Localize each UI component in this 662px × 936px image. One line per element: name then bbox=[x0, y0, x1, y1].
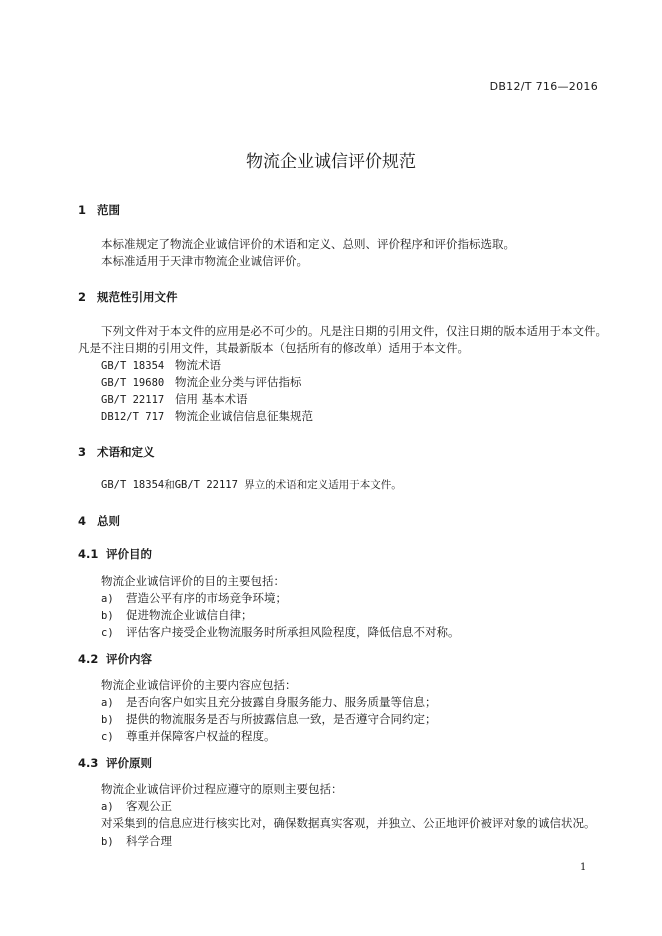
section-3-heading bbox=[78, 444, 155, 460]
document-code: DB12/T 716—2016 bbox=[489, 80, 598, 93]
subsection-number: 4.2 bbox=[78, 652, 99, 666]
section-number: 3 bbox=[78, 445, 87, 459]
section-title: 术语和定义 bbox=[97, 445, 155, 459]
reference-name: 物流术语 bbox=[175, 358, 221, 372]
section-title: 范围 bbox=[97, 203, 120, 217]
paragraph: 对采集到的信息应进行核实比对，确保数据真实客观，并独立、公正地评价被评对象的诚信状况。 bbox=[101, 816, 596, 830]
section-title: 规范性引用文件 bbox=[97, 290, 178, 304]
page-number: 1 bbox=[580, 862, 587, 873]
subsection-title: 评价目的 bbox=[106, 547, 152, 561]
paragraph: 本标准适用于天津市物流企业诚信评价。 bbox=[101, 254, 308, 268]
section-4-heading bbox=[78, 513, 120, 529]
reference-name: 信用 基本术语 bbox=[175, 392, 248, 406]
paragraph: 下列文件对于本文件的应用是必不可少的。凡是注日期的引用文件，仅注日期的版本适用于本文件。 bbox=[101, 324, 607, 338]
reference-name: 物流企业诚信信息征集规范 bbox=[175, 409, 313, 423]
list-item: b) 促进物流企业诚信自律； bbox=[101, 608, 253, 622]
reference-item bbox=[101, 391, 248, 407]
section-title: 总则 bbox=[97, 514, 120, 528]
section-number: 2 bbox=[78, 290, 87, 304]
paragraph: 本标准规定了物流企业诚信评价的术语和定义、总则、评价程序和评价指标选取。 bbox=[101, 237, 515, 251]
section-number: 1 bbox=[78, 203, 87, 217]
subsection-4-3-heading bbox=[78, 755, 152, 771]
list-item: a) 是否向客户如实且充分披露自身服务能力、服务质量等信息； bbox=[101, 695, 437, 709]
section-2-heading bbox=[78, 289, 178, 305]
reference-code: GB/T 19680 bbox=[101, 377, 165, 389]
list-item: a) 客观公正 bbox=[101, 799, 172, 813]
subsection-title: 评价原则 bbox=[106, 756, 152, 770]
page-title: 物流企业诚信评价规范 bbox=[246, 152, 416, 172]
list-item: b) 科学合理 bbox=[101, 834, 172, 848]
paragraph: 物流企业诚信评价过程应遵守的原则主要包括： bbox=[101, 782, 343, 796]
paragraph: 物流企业诚信评价的目的主要包括： bbox=[101, 574, 285, 588]
list-item: b) 提供的物流服务是否与所披露信息一致，是否遵守合同约定； bbox=[101, 712, 437, 726]
reference-item bbox=[101, 357, 221, 373]
subsection-4-2-heading bbox=[78, 651, 152, 667]
paragraph: 凡是不注日期的引用文件，其最新版本（包括所有的修改单）适用于本文件。 bbox=[78, 341, 469, 355]
reference-item bbox=[101, 408, 313, 424]
subsection-title: 评价内容 bbox=[106, 652, 152, 666]
subsection-number: 4.3 bbox=[78, 756, 99, 770]
subsection-number: 4.1 bbox=[78, 547, 99, 561]
reference-code: GB/T 18354 bbox=[101, 360, 165, 372]
paragraph: GB/T 18354和GB/T 22117 界立的术语和定义适用于本文件。 bbox=[101, 479, 402, 491]
paragraph: 物流企业诚信评价的主要内容应包括： bbox=[101, 678, 297, 692]
reference-code: GB/T 22117 bbox=[101, 394, 165, 406]
section-1-heading bbox=[78, 202, 120, 218]
list-item: c) 尊重并保障客户权益的程度。 bbox=[101, 729, 276, 743]
reference-code: DB12/T 717 bbox=[101, 411, 165, 423]
reference-item bbox=[101, 374, 302, 390]
section-number: 4 bbox=[78, 514, 87, 528]
list-item: c) 评估客户接受企业物流服务时所承担风险程度，降低信息不对称。 bbox=[101, 625, 460, 639]
reference-name: 物流企业分类与评估指标 bbox=[175, 375, 302, 389]
list-item: a) 营造公平有序的市场竞争环境； bbox=[101, 591, 287, 605]
subsection-4-1-heading bbox=[78, 546, 152, 562]
